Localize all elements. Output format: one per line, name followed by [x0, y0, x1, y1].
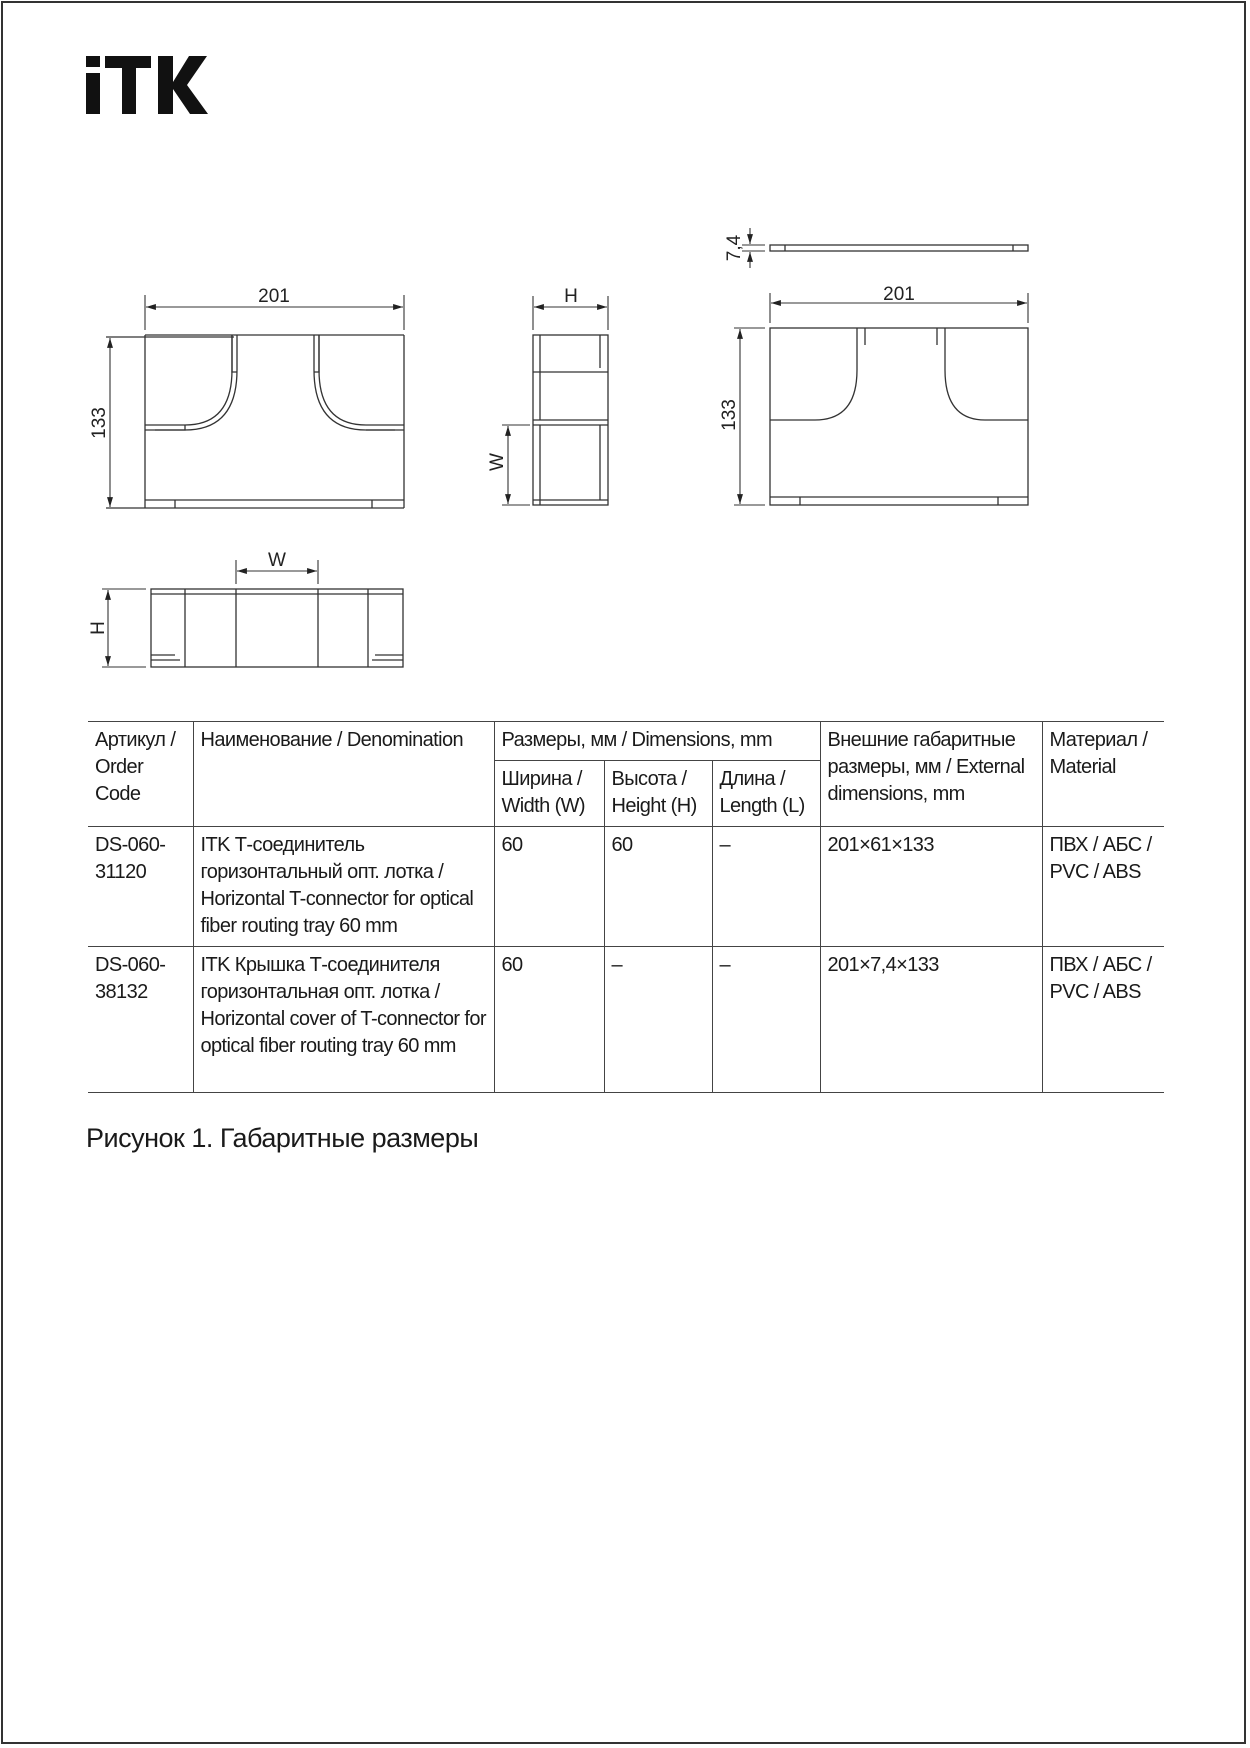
top-view-width-dim: 201	[258, 286, 290, 307]
cover-thickness-dim: 7,4	[724, 234, 745, 262]
figure-caption: Рисунок 1. Габаритные размеры	[86, 1123, 479, 1153]
top-view-connector	[106, 335, 404, 508]
side-view-width-dim: W	[487, 453, 508, 471]
cell-order-code: DS-060-31120	[88, 827, 193, 947]
header-height: Высота / Height (H)	[604, 761, 712, 827]
specification-table	[88, 721, 1164, 1093]
header-order-code: Артикул / Order Code	[88, 722, 193, 827]
header-denomination: Наименование / Denomination	[193, 722, 494, 827]
front-view-height-dim: H	[88, 621, 109, 635]
cell-denomination: ITK Крышка Т-соединителя горизонтальная опт. лотка / Horizontal cover of T-connector for optical fiber routing tray 60 mm	[193, 947, 494, 1093]
header-material: Материал / Material	[1042, 722, 1164, 827]
cell-length: –	[712, 827, 820, 947]
cell-length: –	[712, 947, 820, 1093]
cell-material: ПВХ / АБС / PVC / ABS	[1042, 827, 1164, 947]
cell-external-dimensions: 201×61×133	[820, 827, 1042, 947]
cover-depth-dim: 133	[719, 399, 740, 431]
header-external-dimensions: Внешние габаритные размеры, мм / External dimensions, mm	[820, 722, 1042, 827]
cover-edge-view	[770, 245, 1028, 251]
cell-denomination: ITK Т-соединитель горизонтальный опт. лотка / Horizontal T-connector for optical fiber routing tray 60 mm	[193, 827, 494, 947]
cell-material: ПВХ / АБС / PVC / ABS	[1042, 947, 1164, 1093]
cell-order-code: DS-060-38132	[88, 947, 193, 1093]
cell-width: 60	[494, 827, 604, 947]
table-row	[88, 947, 1164, 1093]
cell-width: 60	[494, 947, 604, 1093]
front-view-width-dim: W	[268, 550, 286, 571]
header-dimensions: Размеры, мм / Dimensions, mm	[494, 722, 820, 761]
cell-height: –	[604, 947, 712, 1093]
side-view-height-dim: H	[564, 286, 578, 307]
table-row	[88, 827, 1164, 947]
header-length: Длина / Length (L)	[712, 761, 820, 827]
cover-width-dim: 201	[883, 284, 915, 305]
front-view-connector	[151, 589, 403, 667]
cover-top-view	[770, 328, 1028, 505]
side-view-connector	[533, 335, 608, 505]
top-view-depth-dim: 133	[89, 407, 110, 439]
technical-drawings	[0, 0, 1250, 700]
cell-height: 60	[604, 827, 712, 947]
cell-external-dimensions: 201×7,4×133	[820, 947, 1042, 1093]
header-width: Ширина / Width (W)	[494, 761, 604, 827]
